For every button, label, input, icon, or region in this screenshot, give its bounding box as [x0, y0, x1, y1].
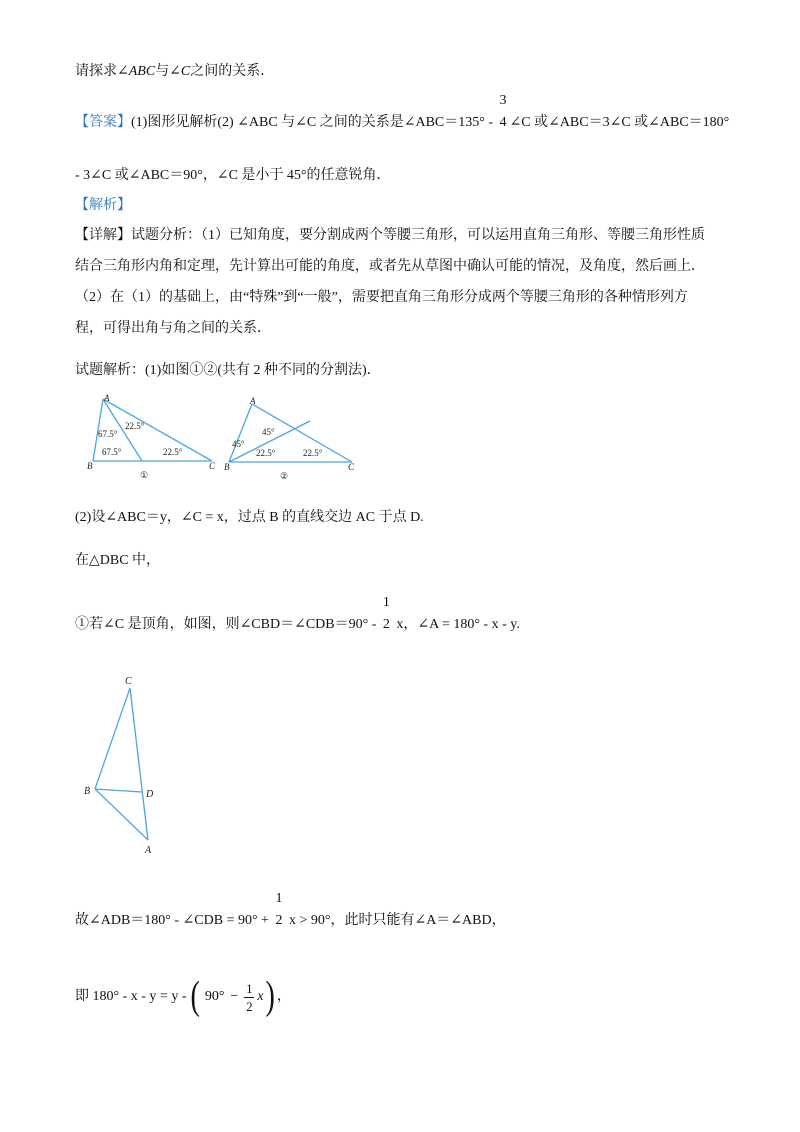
tri1-label-c: C [209, 461, 216, 471]
tri2-angle-2: 45° [232, 439, 245, 449]
detail-line-1: 【详解】试题分析：（1）已知角度，要分割成两个等腰三角形，可以运用直角三角形、等腰三角形性质 [75, 228, 705, 243]
solution-setup: (2)设∠ABC＝y，∠C = x，过点 B 的直线交边 AC 于点 D. [75, 510, 424, 525]
angle-c: C [180, 64, 191, 79]
side-cb [95, 688, 130, 789]
label-b: B [84, 786, 91, 797]
answer-tag: 【答案】 [75, 115, 131, 130]
label-d: D [146, 789, 154, 800]
tri1-label-a: A [104, 393, 110, 403]
solution-intro: 试题解析：(1)如图①②(共有 2 种不同的分割法)． [75, 363, 381, 378]
angle-abc: ABC [128, 64, 156, 79]
tri1-angle-4: 22.5° [163, 447, 183, 457]
tri2-side-ab [229, 404, 252, 462]
fraction-1-2: 1 2 [382, 595, 390, 632]
tri1-number: ① [140, 470, 149, 480]
step2-line: 故∠ADB＝180° - ∠CDB = 90° + 1 2 x > 90°，此时只能有∠A＝∠ABD， [75, 891, 506, 928]
tri2-label-a: A [250, 396, 256, 406]
tri1-angle-3: 67.5° [102, 447, 122, 457]
tri2-angle-1: 45° [262, 427, 275, 437]
tri1-label-b: B [87, 461, 93, 471]
answer-line-2: - 3∠C 或∠ABC＝90°，∠C 是小于 45°的任意锐角． [75, 168, 391, 183]
tri1-angle-1: 22.5° [125, 421, 145, 431]
answer-text-b: ∠C 或∠ABC＝3∠C 或∠ABC＝180° [509, 115, 730, 130]
tri2-angle-4: 22.5° [303, 448, 323, 458]
fraction-bar [244, 997, 254, 998]
tri2-label-b: B [224, 462, 230, 472]
label-a: A [145, 845, 152, 856]
detail-line-3: （2）在（1）的基础上，由“特殊”到“一般”，需要把直角三角形分成两个等腰三角形的各种情形列方 [75, 290, 688, 305]
case1-line: ①若∠C 是顶角，如图，则∠CBD＝∠CDB＝90° - 1 2 x，∠A = 180° - x - y. [75, 595, 520, 632]
tri2-label-c: C [348, 462, 355, 472]
side-ca [130, 688, 148, 840]
step3-line: 即 180° - x - y = y - ( 90° − 1 2 x ) ， [75, 973, 291, 1019]
fraction-1-2: 1 2 [246, 980, 253, 1014]
tri1-angle-2: 67.5° [98, 429, 118, 439]
answer-line [75, 93, 730, 132]
tri2-angle-3: 22.5° [256, 448, 276, 458]
triangle-bcd-figure [80, 668, 170, 858]
answer-text-a: (1)图形见解析(2) ∠ABC 与∠C 之间的关系是∠ABC＝135° - [131, 115, 497, 130]
side-ba [95, 789, 148, 840]
parenthesized-expression: ( 90° − 1 2 x ) [190, 973, 275, 1019]
question-line: 请探求∠ABC与∠C之间的关系． [75, 64, 275, 79]
triangle-split-figure [80, 392, 370, 482]
label-c: C [125, 676, 132, 687]
fraction-1-2: 1 2 [275, 891, 283, 928]
tri2-number: ② [280, 471, 289, 481]
segment-bd [95, 789, 142, 792]
detail-line-2: 结合三角形内角和定理，先计算出可能的角度，或者先从草图中确认可能的情况，及角度，然后画上． [75, 259, 705, 274]
fraction-3-4: 3 4 [499, 93, 507, 130]
detail-line-4: 程，可得出角与角之间的关系． [75, 321, 271, 336]
analysis-tag: 【解析】 [75, 198, 131, 213]
solution-in-triangle: 在△DBC 中， [75, 553, 161, 568]
